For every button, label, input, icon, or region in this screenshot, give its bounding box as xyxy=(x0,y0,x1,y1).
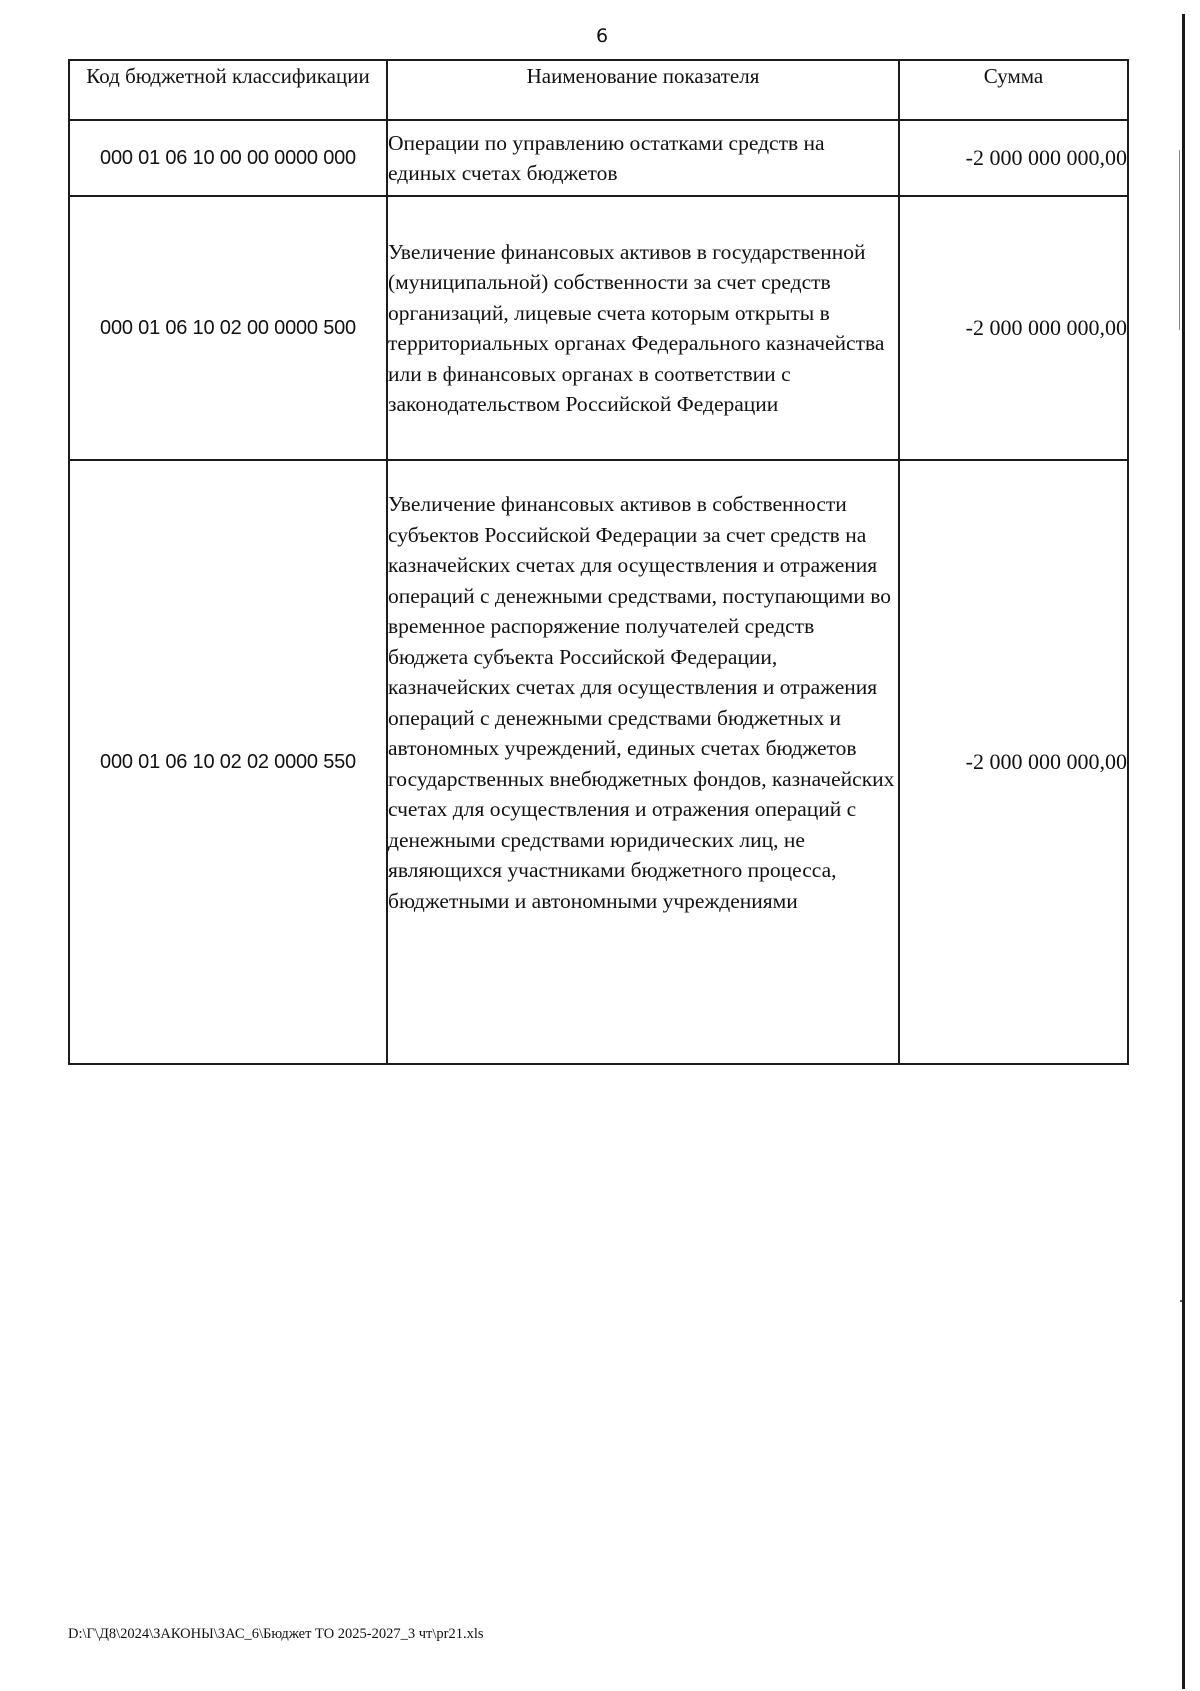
table-header-row xyxy=(69,60,1128,120)
sum-cell: -2 000 000 000,00 xyxy=(899,196,1128,460)
scan-dot xyxy=(1180,1300,1182,1302)
budget-code-cell: 000 01 06 10 00 00 0000 000 xyxy=(69,120,387,196)
page-number: 6 xyxy=(595,25,609,47)
indicator-name-cell: Операции по управлению остатками средств на единых счетах бюджетов xyxy=(387,120,899,196)
budget-code-cell: 000 01 06 10 02 00 0000 500 xyxy=(69,196,387,460)
indicator-name-cell: Увеличение финансовых активов в государственной (муниципальной) собственности за счет средств организаций, лицевые счета которым открыты в территориальных органах Федерального казначейства или в финансовых органах в соответствии с законодательством Российской Федерации xyxy=(387,196,899,460)
sum-cell: -2 000 000 000,00 xyxy=(899,460,1128,1064)
indicator-name-cell: Увеличение финансовых активов в собственности субъектов Российской Федерации за счет средств на казначейских счетах для осуществления и отражения операций с денежными средствами, поступающими во временное распоряжение получателей средств бюджета субъекта Российской Федерации, казначейских счетах для осуществления и отражения операций с денежными средствами бюджетных и автономных учреждений, единых счетах бюджетов государственных внебюджетных фондов, казначейских счетах для осуществления и отражения операций с денежными средствами юридических лиц, не являющихся участниками бюджетного процесса, бюджетными и автономными учреждениями xyxy=(387,460,899,1064)
sum-cell: -2 000 000 000,00 xyxy=(899,120,1128,196)
header-sum: Сумма xyxy=(899,60,1128,120)
scan-edge-line xyxy=(1182,14,1185,1689)
table-row xyxy=(69,196,1128,460)
budget-code-cell: 000 01 06 10 02 02 0000 550 xyxy=(69,460,387,1064)
budget-table xyxy=(68,59,1129,1065)
header-code: Код бюджетной классификации xyxy=(69,60,387,120)
table-row xyxy=(69,120,1128,196)
table-row xyxy=(69,460,1128,1064)
scan-edge-mark xyxy=(1179,150,1180,330)
header-name: Наименование показателя xyxy=(387,60,899,120)
footer-file-path: D:\Г\Д8\2024\ЗАКОНЫ\ЗАС_6\Бюджет ТО 2025-2027_3 чт\pr21.xls xyxy=(68,1626,484,1642)
